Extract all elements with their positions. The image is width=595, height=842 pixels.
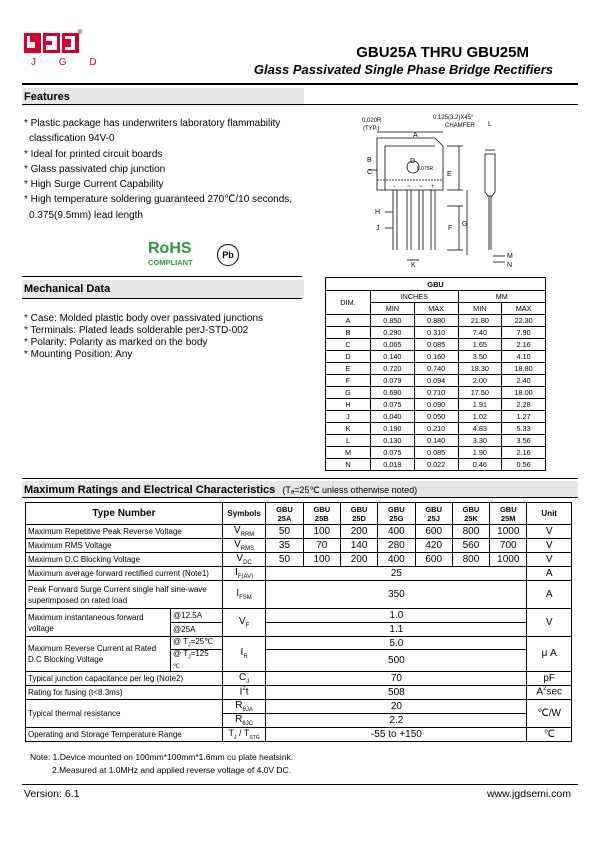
dim-cell: 0.140 xyxy=(371,351,415,363)
version-label: Version: 6.1 xyxy=(24,788,80,800)
dim-row xyxy=(326,447,546,459)
dim-cell: 1.91 xyxy=(458,399,502,411)
rohs-compliant: COMPLIANT xyxy=(148,258,193,267)
dim-cell: E xyxy=(326,363,371,375)
dim-cell: A xyxy=(326,315,371,327)
dim-header: DIM. xyxy=(326,291,371,315)
dim-cell: 0.085 xyxy=(414,447,458,459)
dim-cell: 2.40 xyxy=(502,375,546,387)
company-logo xyxy=(24,33,82,55)
table-row: Rating for fusing (t<8.3ms) $I^2t$ 508 $A^2\sec$ xyxy=(26,685,572,699)
dim-cell: 1.27 xyxy=(502,411,546,423)
voltage-rows xyxy=(26,525,572,567)
dim-cell: 21.80 xyxy=(458,315,502,327)
dim-cell: 0.050 xyxy=(414,411,458,423)
svg-text:0.020R: 0.020R xyxy=(362,118,382,124)
dim-cell: 0.094 xyxy=(414,375,458,387)
ratings-top-divider xyxy=(22,478,578,479)
dim-cell: J xyxy=(326,411,371,423)
mechanical-top-divider xyxy=(22,276,302,277)
dim-row xyxy=(326,399,546,411)
dim-cell: M xyxy=(326,447,371,459)
mechanical-item: * Polarity: Polarity as marked on the body xyxy=(24,337,208,348)
dim-cell: 0.290 xyxy=(371,327,415,339)
dim-cell: 0.160 xyxy=(414,351,458,363)
dim-cell: 7.90 xyxy=(502,327,546,339)
part-header: GBU 25A xyxy=(266,503,303,525)
table-row: @ $T_J=125$ ℃ 500 xyxy=(26,650,572,672)
dim-table-title: GBU xyxy=(326,278,546,291)
table-row: Peak Forward Surge Current single half sine-wave superimposed on rated load $I_{FSM}$ 350 A xyxy=(26,581,572,609)
dim-cell: 18.30 xyxy=(458,363,502,375)
dim-cell: 17.50 xyxy=(458,387,502,399)
svg-text:J: J xyxy=(376,225,380,232)
dim-cell: 0.56 xyxy=(502,459,546,471)
dim-cell: 0.079 xyxy=(371,375,415,387)
feature-item: * High Surge Current Capability xyxy=(24,179,164,191)
dim-row xyxy=(326,339,546,351)
dim-cell: 2.16 xyxy=(502,447,546,459)
dim-row xyxy=(326,363,546,375)
max-header: MAX xyxy=(502,303,546,315)
col-type-number: Type Number xyxy=(26,503,223,525)
dim-cell: 2.16 xyxy=(502,339,546,351)
dim-cell: 0.850 xyxy=(371,315,415,327)
svg-text:L: L xyxy=(488,121,492,128)
note-1: Note: 1.Device mounted on 100mm*100mm*1.6mm cu plate heatsink. xyxy=(30,752,294,762)
feature-item: classification 94V-0 xyxy=(29,133,115,145)
dim-row xyxy=(326,387,546,399)
part-header: GBU 25J xyxy=(415,503,452,525)
dim-row xyxy=(326,435,546,447)
ratings-table xyxy=(25,502,572,742)
dim-cell: 2.00 xyxy=(458,375,502,387)
dim-cell: 0.075 xyxy=(371,399,415,411)
dim-cell: 1.65 xyxy=(458,339,502,351)
rohs-logo: RoHS xyxy=(148,240,192,257)
svg-text:G: G xyxy=(462,221,468,228)
feature-item: * Glass passivated chip junction xyxy=(24,163,166,175)
feature-item: * Plastic package has underwriters laboratory flammability xyxy=(24,118,281,129)
svg-text:E: E xyxy=(447,171,452,178)
svg-text:F: F xyxy=(448,225,453,232)
ratings-divider xyxy=(22,497,578,498)
svg-text:N: N xyxy=(507,262,513,269)
svg-text:K: K xyxy=(411,262,416,269)
table-row: Operating and Storage Temperature Range $T_J / T_{STG}$ -55 to +150 ℃ xyxy=(26,727,572,741)
features-heading: Features xyxy=(22,88,304,106)
svg-text:D: D xyxy=(410,158,416,165)
dim-cell: 7.40 xyxy=(458,327,502,339)
dim-cell: 0.740 xyxy=(414,363,458,375)
feature-item: * Ideal for printed circuit boards xyxy=(24,148,163,160)
features-list xyxy=(24,116,314,223)
part-header: GBU 25B xyxy=(303,503,340,525)
dim-cell: 0.690 xyxy=(371,387,415,399)
dim-cell: 0.46 xyxy=(458,459,502,471)
dim-cell: 2.28 xyxy=(502,399,546,411)
part-header: GBU 25M xyxy=(490,503,527,525)
dim-cell: 0.022 xyxy=(414,459,458,471)
dim-cell: 0.710 xyxy=(414,387,458,399)
col-unit: Unit xyxy=(527,503,572,525)
note-2: 2.Measured at 1.0MHz and applied reverse voltage of 4.0V DC. xyxy=(52,765,292,775)
dim-row xyxy=(326,459,546,471)
mechanical-list xyxy=(24,313,263,361)
dim-row xyxy=(326,411,546,423)
dim-table-body xyxy=(326,315,546,471)
dim-cell: 0.140 xyxy=(414,435,458,447)
dim-cell: 0.090 xyxy=(414,399,458,411)
dim-cell: 3.56 xyxy=(502,435,546,447)
feature-item: * High temperature soldering guaranteed 270℃/10 seconds, xyxy=(24,194,293,206)
part-header: GBU 25K xyxy=(452,503,489,525)
part-header: GBU 25G xyxy=(378,503,415,525)
table-row: Maximum Repetitive Peak Reverse Voltage $V_{RRM}$ 50 100 200 400 600 800 1000 V xyxy=(26,525,572,539)
table-row: Maximum D.C Blocking Voltage $V_{DC}$ 50 100 200 400 600 800 1000 V xyxy=(26,553,572,567)
part-header: GBU 25D xyxy=(340,503,377,525)
pb-free-icon: Pb xyxy=(217,244,239,266)
dim-cell: 0.085 xyxy=(414,339,458,351)
table-row: $R_{\theta JC}$ 2.2 xyxy=(26,713,572,727)
website-link[interactable]: www.jgdsemi.com xyxy=(486,788,571,800)
dim-row xyxy=(326,351,546,363)
dimension-table xyxy=(325,277,546,471)
dim-row xyxy=(326,315,546,327)
mm-header: MM xyxy=(458,291,546,303)
dim-cell: B xyxy=(326,327,371,339)
svg-text:CHAMFER: CHAMFER xyxy=(445,123,475,129)
dim-cell: K xyxy=(326,423,371,435)
table-row: Maximum average forward rectified current (Note1) $I_{F(AV)}$ 25 A xyxy=(26,567,572,581)
mechanical-heading: Mechanical Data xyxy=(22,280,304,298)
page-subtitle: Glass Passivated Single Phase Bridge Rectifiers xyxy=(253,62,553,77)
svg-text:(TYP.): (TYP.) xyxy=(363,126,380,132)
svg-text:H: H xyxy=(375,209,381,216)
features-divider xyxy=(22,104,578,105)
dim-cell: 0.075 xyxy=(371,447,415,459)
svg-text:+: + xyxy=(431,184,435,190)
svg-text:A: A xyxy=(413,132,418,139)
dim-cell: 0.130 xyxy=(371,435,415,447)
mechanical-item: * Terminals: Plated leads solderable perJ-STD-002 xyxy=(24,325,249,336)
max-header: MAX xyxy=(414,303,458,315)
ratings-condition: (Tₐ=25℃ unless otherwise noted) xyxy=(282,485,418,495)
dim-cell: 18.80 xyxy=(502,363,546,375)
registered-mark: ® xyxy=(78,30,83,36)
table-row: @25A 1.1 xyxy=(26,623,572,637)
dim-cell: 0.720 xyxy=(371,363,415,375)
dim-cell: 3.30 xyxy=(458,435,502,447)
dim-cell: 22.30 xyxy=(502,315,546,327)
dim-cell: 4.10 xyxy=(502,351,546,363)
table-row: Typical thermal resistance $R_{\theta JA}$ 20 ℃/W xyxy=(26,699,572,713)
min-header: MIN xyxy=(458,303,502,315)
dim-cell: 5.33 xyxy=(502,423,546,435)
feature-item: 0.375(9.5mm) lead length xyxy=(29,209,143,221)
table-row: Maximum Reverse Current at Rated D.C Blocking Voltage @ $T_J=25℃$ $I_R$ 5.0 μ A xyxy=(26,637,572,650)
mechanical-item: * Case: Molded plastic body over passivated junctions xyxy=(24,313,264,324)
notes xyxy=(30,751,293,777)
svg-text:0.075R: 0.075R xyxy=(417,166,434,172)
dim-cell: 4.83 xyxy=(458,423,502,435)
col-symbols: Symbols xyxy=(222,503,266,525)
brand-name: J G D xyxy=(31,57,107,68)
dim-cell: L xyxy=(326,435,371,447)
page-title: GBU25A THRU GBU25M xyxy=(356,44,529,61)
dim-row xyxy=(326,423,546,435)
header-divider xyxy=(22,83,578,85)
dim-cell: D xyxy=(326,351,371,363)
dim-cell: 0.190 xyxy=(371,423,415,435)
table-row: Typical junction capacitance per leg (Note2) $C_J$ 70 pF xyxy=(26,671,572,685)
dim-cell: 18.00 xyxy=(502,387,546,399)
dim-cell: 0.210 xyxy=(414,423,458,435)
dim-cell: C xyxy=(326,339,371,351)
svg-text:M: M xyxy=(507,253,513,260)
dim-row xyxy=(326,375,546,387)
min-header: MIN xyxy=(371,303,415,315)
svg-text:~: ~ xyxy=(419,184,423,190)
mechanical-item: * Mounting Position: Any xyxy=(24,349,133,360)
inches-header: INCHES xyxy=(371,291,459,303)
dim-cell: 0.018 xyxy=(371,459,415,471)
table-row: Maximum RMS Voltage $V_{RMS}$ 35 70 140 280 420 560 700 V xyxy=(26,539,572,553)
dim-cell: 0.880 xyxy=(414,315,458,327)
dim-cell: F xyxy=(326,375,371,387)
package-outline-drawing xyxy=(355,110,525,272)
dim-cell: 1.90 xyxy=(458,447,502,459)
mechanical-divider xyxy=(22,298,302,299)
dim-cell: 0.065 xyxy=(371,339,415,351)
dim-cell: 3.50 xyxy=(458,351,502,363)
svg-text:-: - xyxy=(393,184,395,190)
dim-cell: H xyxy=(326,399,371,411)
svg-text:B: B xyxy=(367,157,372,164)
dim-cell: 0.040 xyxy=(371,411,415,423)
ratings-heading: Maximum Ratings and Electrical Characteristics (Tₐ=25℃ unless otherwise noted) xyxy=(22,481,578,498)
dim-cell: G xyxy=(326,387,371,399)
svg-text:C: C xyxy=(367,169,373,176)
svg-text:0.125(3.2)X45°: 0.125(3.2)X45° xyxy=(433,115,474,121)
dim-row xyxy=(326,327,546,339)
dim-cell: N xyxy=(326,459,371,471)
footer-divider xyxy=(22,784,578,785)
svg-text:~: ~ xyxy=(407,184,411,190)
dim-cell: 0.310 xyxy=(414,327,458,339)
table-row: Maximum instantaneous forward voltage @12.5A $V_F$ 1.0 V xyxy=(26,609,572,623)
dim-cell: 1.02 xyxy=(458,411,502,423)
